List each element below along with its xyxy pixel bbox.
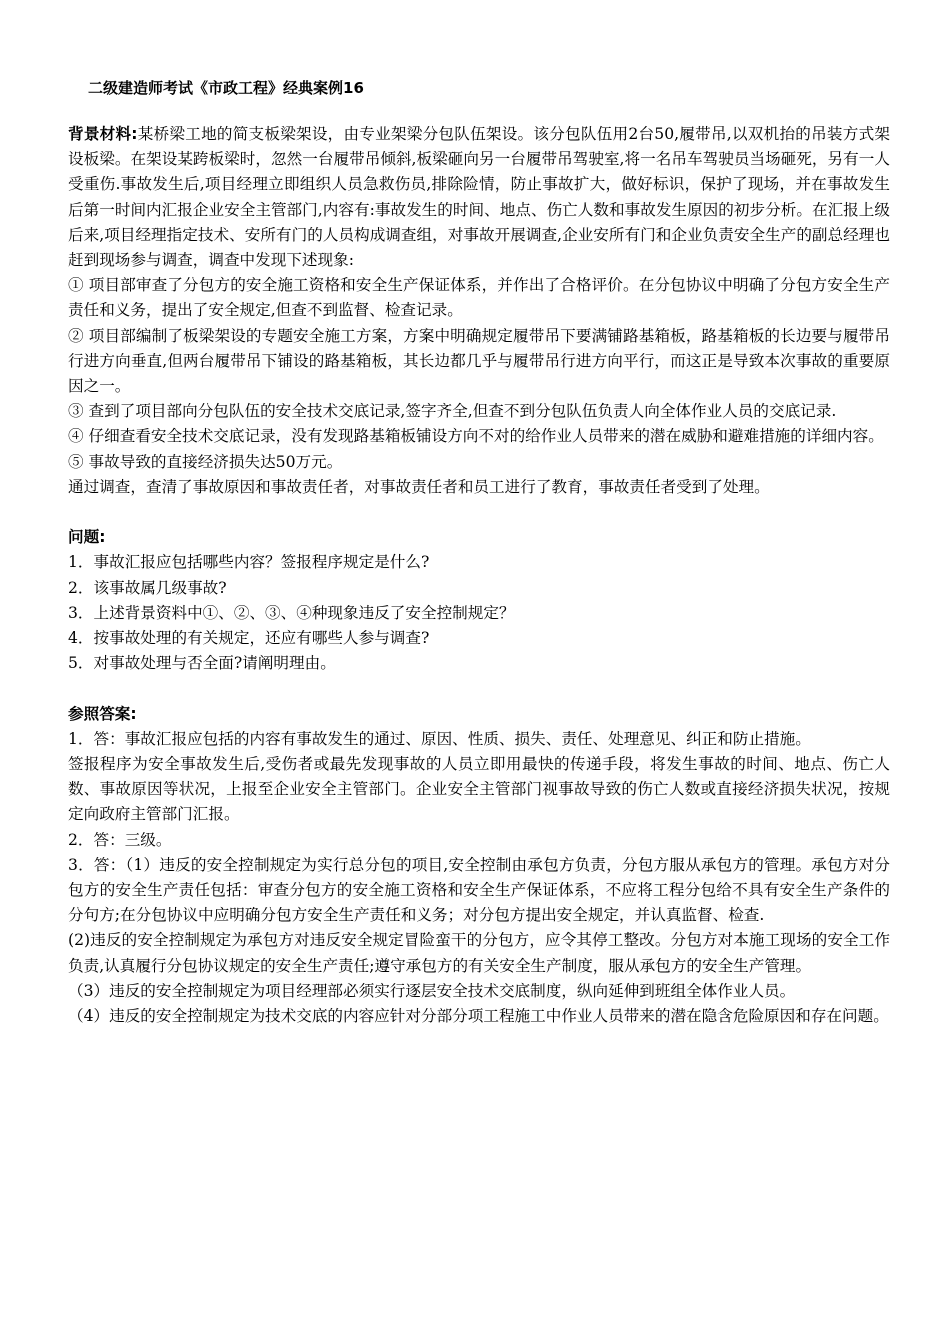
finding-item-2: ② 项目部编制了板梁架设的专题安全施工方案，方案中明确规定履带吊下要满铺路基箱板，路基箱板的长边要与履带吊行进方向垂直,但两台履带吊下铺设的路基箱板，其长边都几乎与履带吊行进方向平行，而这正是导致本次事故的重要原因之一。	[68, 326, 890, 396]
question-item-1: 1．事故汇报应包括哪些内容？签报程序规定是什么?	[68, 553, 430, 572]
answers-heading: 参照答案:	[68, 704, 137, 723]
background-text: 某桥梁工地的简支板梁架设，由专业架梁分包队伍架设。该分包队伍用2台50,履带吊,以双机抬的吊装方式架设板梁。在架设某跨板梁时，忽然一台履带吊倾斜,板梁砸向另一台履带吊驾驶室,将一名吊车驾驶员当场砸死，另有一人受重伤.事故发生后,项目经理立即组织人员急救伤员,排除险情，防止事故扩大，做好标识，保护了现场，并在事故发生后第一时间内汇报企业安全主管部门,内容有:事故发生的时间、地点、伤亡人数和事故发生原因的初步分析。在汇报上级后来,项目经理指定技术、安所有门的人员构成调查组，对事故开展调查,企业安所有门和企业负责安全生产的副总经理也赶到现场参与调查，调查中发现下述现象:	[68, 125, 890, 270]
background-conclusion: 通过调查，查清了事故原因和事故责任者，对事故责任者和员工进行了教育，事故责任者受到了处理。	[68, 477, 770, 496]
finding-item-5: ⑤ 事故导致的直接经济损失达50万元。	[68, 452, 343, 471]
question-item-5: 5．对事故处理与否全面?请阐明理由。	[68, 654, 336, 673]
answer-paragraph-2: 签报程序为安全事故发生后,受伤者或最先发现事故的人员立即用最快的传递手段，将发生事故的时间、地点、伤亡人数、事故原因等状况，上报至企业安全主管部门。企业安全主管部门视事故导致的伤亡人数或直接经济损失状况，按规定向政府主管部门汇报。	[68, 755, 890, 824]
question-item-4: 4．按事故处理的有关规定，还应有哪些人参与调查?	[68, 629, 430, 648]
answer-paragraph-6: （3）违反的安全控制规定为项目经理部必须实行逐层安全技术交底制度，纵向延伸到班组全体作业人员。	[68, 981, 796, 1000]
answer-paragraph-7: （4）违反的安全控制规定为技术交底的内容应针对分部分项工程施工中作业人员带来的潜在隐含危险原因和存在问题。	[68, 1007, 889, 1026]
spacer	[68, 500, 890, 525]
question-item-3: 3．上述背景资料中①、②、③、④种现象违反了安全控制规定？	[68, 603, 515, 622]
document-body	[68, 122, 890, 1029]
questions-heading: 问题:	[68, 528, 106, 547]
answer-paragraph-4: 3．答：（1）违反的安全控制规定为实行总分包的项目,安全控制由承包方负责，分包方服从承包方的管理。承包方对分包方的安全生产责任包括：审查分包方的安全施工资格和安全生产保证体系，不应将工程分包给不具有安全生产条件的分句方;在分包协议中应明确分包方安全生产责任和义务；对分包方提出安全规定，并认真监督、检查.	[68, 855, 891, 925]
background-label: 背景材料:	[68, 125, 138, 143]
finding-item-1: ① 项目部审查了分包方的安全施工资格和安全生产保证体系，并作出了合格评价。在分包协议中明确了分包方安全生产责任和义务，提出了安全规定,但查不到监督、检查记录。	[68, 276, 890, 320]
spacer	[68, 676, 890, 701]
answer-paragraph-5: (2)违反的安全控制规定为承包方对违反安全规定冒险蛮干的分包方，应令其停工整改。分包方对本施工现场的安全工作负责,认真履行分包协议规定的安全生产责任;遵守承包方的有关安全生产制度，服从承包方的安全生产管理。	[68, 931, 890, 975]
answer-paragraph-3: 2．答：三级。	[68, 830, 172, 849]
finding-item-4: ④ 仔细查看安全技术交底记录，没有发现路基箱板铺设方向不对的给作业人员带来的潜在威胁和避难措施的详细内容。	[68, 427, 884, 446]
answer-paragraph-1: 1．答：事故汇报应包括的内容有事故发生的通过、原因、性质、损失、责任、处理意见、纠正和防止措施。	[68, 729, 811, 748]
finding-item-3: ③ 查到了项目部向分包队伍的安全技术交底记录,签字齐全,但查不到分包队伍负责人向全体作业人员的交底记录.	[68, 402, 837, 421]
document-title: 二级建造师考试《市政工程》经典案例16	[88, 79, 364, 97]
background-paragraph	[68, 122, 890, 273]
question-item-2: 2．该事故属几级事故?	[68, 578, 227, 597]
